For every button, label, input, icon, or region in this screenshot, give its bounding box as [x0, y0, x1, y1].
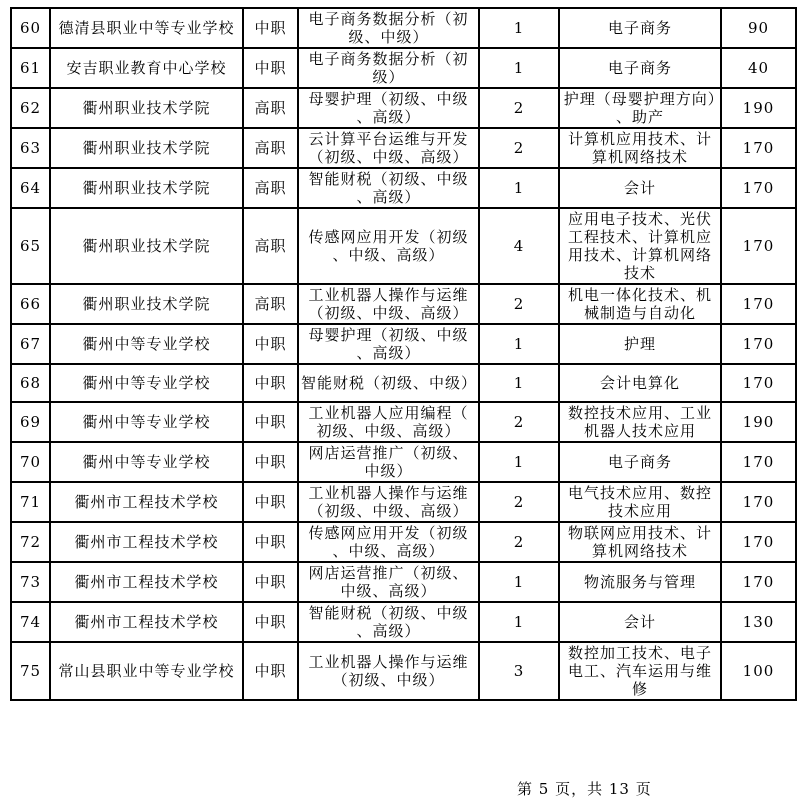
school-type-cell: 中职	[243, 364, 298, 402]
headcount-cell: 170	[721, 562, 796, 602]
quantity-cell: 1	[479, 48, 559, 88]
row-index-cell: 73	[11, 562, 50, 602]
row-index-cell: 60	[11, 8, 50, 48]
headcount-cell: 170	[721, 168, 796, 208]
quantity-cell: 1	[479, 562, 559, 602]
school-name-cell: 衢州中等专业学校	[50, 324, 243, 364]
school-type-cell: 中职	[243, 602, 298, 642]
quantity-cell: 1	[479, 442, 559, 482]
majors-cell: 机电一体化技术、机械制造与自动化	[559, 284, 721, 324]
majors-cell: 电气技术应用、数控技术应用	[559, 482, 721, 522]
quantity-cell: 1	[479, 168, 559, 208]
school-type-cell: 中职	[243, 522, 298, 562]
headcount-cell: 190	[721, 88, 796, 128]
quantity-cell: 1	[479, 324, 559, 364]
row-index-cell: 65	[11, 208, 50, 284]
program-name-cell: 智能财税（初级、中级、高级）	[298, 168, 479, 208]
program-name-cell: 智能财税（初级、中级、高级）	[298, 602, 479, 642]
quantity-cell: 2	[479, 284, 559, 324]
majors-cell: 物流服务与管理	[559, 562, 721, 602]
majors-cell: 会计	[559, 168, 721, 208]
program-name-cell: 工业机器人操作与运维（初级、中级、高级）	[298, 284, 479, 324]
school-type-cell: 中职	[243, 442, 298, 482]
row-index-cell: 69	[11, 402, 50, 442]
quantity-cell: 3	[479, 642, 559, 700]
program-name-cell: 网店运营推广（初级、中级）	[298, 442, 479, 482]
table-row	[11, 208, 796, 284]
school-type-cell: 高职	[243, 284, 298, 324]
quantity-cell: 2	[479, 522, 559, 562]
school-type-cell: 中职	[243, 48, 298, 88]
headcount-cell: 170	[721, 128, 796, 168]
school-name-cell: 衢州市工程技术学校	[50, 562, 243, 602]
row-index-cell: 74	[11, 602, 50, 642]
program-name-cell: 传感网应用开发（初级、中级、高级）	[298, 522, 479, 562]
program-name-cell: 工业机器人操作与运维（初级、中级、高级）	[298, 482, 479, 522]
program-name-cell: 网店运营推广（初级、中级、高级）	[298, 562, 479, 602]
headcount-cell: 40	[721, 48, 796, 88]
table-row	[11, 168, 796, 208]
school-name-cell: 常山县职业中等专业学校	[50, 642, 243, 700]
school-name-cell: 衢州职业技术学院	[50, 208, 243, 284]
page-footer: 第 5 页，共 13 页	[517, 780, 652, 798]
headcount-cell: 170	[721, 324, 796, 364]
school-type-cell: 高职	[243, 208, 298, 284]
program-name-cell: 云计算平台运维与开发（初级、中级、高级）	[298, 128, 479, 168]
row-index-cell: 67	[11, 324, 50, 364]
row-index-cell: 66	[11, 284, 50, 324]
headcount-cell: 170	[721, 284, 796, 324]
majors-cell: 护理（母婴护理方向）、助产	[559, 88, 721, 128]
quantity-cell: 2	[479, 402, 559, 442]
headcount-cell: 100	[721, 642, 796, 700]
program-name-cell: 工业机器人操作与运维（初级、中级）	[298, 642, 479, 700]
row-index-cell: 72	[11, 522, 50, 562]
majors-cell: 护理	[559, 324, 721, 364]
school-type-cell: 中职	[243, 562, 298, 602]
majors-cell: 电子商务	[559, 442, 721, 482]
table-row	[11, 88, 796, 128]
program-name-cell: 工业机器人应用编程（初级、中级、高级）	[298, 402, 479, 442]
row-index-cell: 61	[11, 48, 50, 88]
school-name-cell: 衢州职业技术学院	[50, 284, 243, 324]
table-row	[11, 642, 796, 700]
table-row	[11, 562, 796, 602]
headcount-cell: 170	[721, 364, 796, 402]
school-name-cell: 衢州职业技术学院	[50, 88, 243, 128]
school-programs-table	[10, 7, 797, 701]
headcount-cell: 90	[721, 8, 796, 48]
headcount-cell: 170	[721, 442, 796, 482]
program-name-cell: 电子商务数据分析（初级、中级）	[298, 8, 479, 48]
majors-cell: 电子商务	[559, 8, 721, 48]
majors-cell: 应用电子技术、光伏工程技术、计算机应用技术、计算机网络技术	[559, 208, 721, 284]
row-index-cell: 71	[11, 482, 50, 522]
table-row	[11, 324, 796, 364]
majors-cell: 会计	[559, 602, 721, 642]
majors-cell: 数控加工技术、电子电工、汽车运用与维修	[559, 642, 721, 700]
school-name-cell: 衢州市工程技术学校	[50, 482, 243, 522]
row-index-cell: 63	[11, 128, 50, 168]
school-name-cell: 衢州职业技术学院	[50, 128, 243, 168]
majors-cell: 数控技术应用、工业机器人技术应用	[559, 402, 721, 442]
school-type-cell: 高职	[243, 168, 298, 208]
program-name-cell: 母婴护理（初级、中级、高级）	[298, 324, 479, 364]
majors-cell: 会计电算化	[559, 364, 721, 402]
school-type-cell: 中职	[243, 8, 298, 48]
school-name-cell: 安吉职业教育中心学校	[50, 48, 243, 88]
quantity-cell: 2	[479, 482, 559, 522]
table-row	[11, 128, 796, 168]
quantity-cell: 4	[479, 208, 559, 284]
row-index-cell: 75	[11, 642, 50, 700]
school-type-cell: 中职	[243, 324, 298, 364]
quantity-cell: 1	[479, 602, 559, 642]
table-row	[11, 402, 796, 442]
row-index-cell: 68	[11, 364, 50, 402]
program-name-cell: 传感网应用开发（初级、中级、高级）	[298, 208, 479, 284]
headcount-cell: 130	[721, 602, 796, 642]
school-type-cell: 高职	[243, 128, 298, 168]
headcount-cell: 170	[721, 522, 796, 562]
table-row	[11, 48, 796, 88]
quantity-cell: 1	[479, 364, 559, 402]
school-name-cell: 衢州市工程技术学校	[50, 522, 243, 562]
school-name-cell: 衢州职业技术学院	[50, 168, 243, 208]
program-name-cell: 电子商务数据分析（初级）	[298, 48, 479, 88]
table-row	[11, 522, 796, 562]
row-index-cell: 62	[11, 88, 50, 128]
table-row	[11, 442, 796, 482]
headcount-cell: 190	[721, 402, 796, 442]
school-type-cell: 中职	[243, 642, 298, 700]
row-index-cell: 64	[11, 168, 50, 208]
table-row	[11, 482, 796, 522]
majors-cell: 电子商务	[559, 48, 721, 88]
table-row	[11, 284, 796, 324]
school-type-cell: 中职	[243, 482, 298, 522]
program-name-cell: 母婴护理（初级、中级、高级）	[298, 88, 479, 128]
quantity-cell: 1	[479, 8, 559, 48]
program-name-cell: 智能财税（初级、中级）	[298, 364, 479, 402]
quantity-cell: 2	[479, 128, 559, 168]
row-index-cell: 70	[11, 442, 50, 482]
headcount-cell: 170	[721, 208, 796, 284]
table-row	[11, 602, 796, 642]
quantity-cell: 2	[479, 88, 559, 128]
school-type-cell: 高职	[243, 88, 298, 128]
school-type-cell: 中职	[243, 402, 298, 442]
school-name-cell: 衢州中等专业学校	[50, 364, 243, 402]
school-name-cell: 衢州中等专业学校	[50, 402, 243, 442]
majors-cell: 物联网应用技术、计算机网络技术	[559, 522, 721, 562]
majors-cell: 计算机应用技术、计算机网络技术	[559, 128, 721, 168]
table-row	[11, 364, 796, 402]
school-name-cell: 衢州中等专业学校	[50, 442, 243, 482]
headcount-cell: 170	[721, 482, 796, 522]
school-name-cell: 衢州市工程技术学校	[50, 602, 243, 642]
school-name-cell: 德清县职业中等专业学校	[50, 8, 243, 48]
table-row	[11, 8, 796, 48]
